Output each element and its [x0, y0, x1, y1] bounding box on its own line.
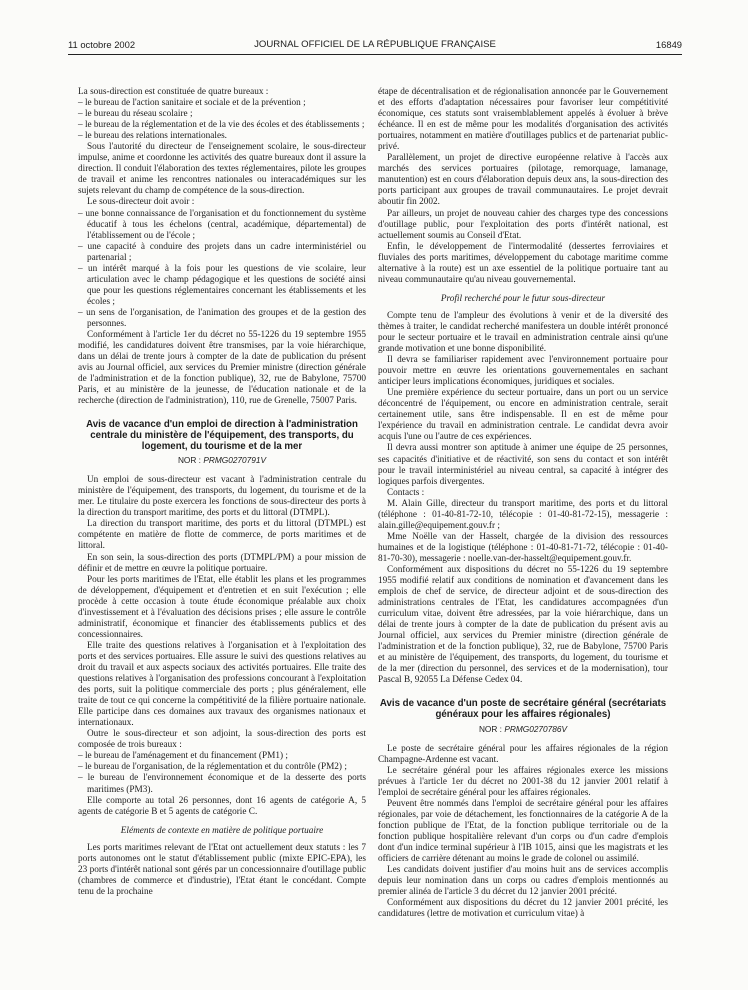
- paragraph: Une première expérience du secteur portuaire, dans un port ou un service déconcentré de l'équipement, ou encore en administration centrale, serait certainement utile, sans être indispensable. Il en est de même pour l'expérience du travail en administration centrale. Le candidat devra avoir acquis l'une ou l'autre de ces expériences.: [378, 388, 668, 443]
- nor-code: PRMG0270786V: [504, 723, 568, 734]
- list-item: – le bureau de l'action sanitaire et sociale et de la prévention ;: [78, 98, 366, 109]
- paragraph: Le sous-directeur doit avoir :: [87, 197, 195, 208]
- paragraph: Il devra aussi montrer son aptitude à animer une équipe de 25 personnes, ses capacités d'initiative et de réactivité, son sens du contact et son intérêt pour le travail interministériel au niveau central, sa capacité à intégrer des logiques parfois divergentes.: [378, 443, 668, 487]
- list-item: – le bureau de l'organisation, de la réglementation et du contrôle (PM2) ;: [78, 762, 366, 773]
- paragraph: Le secrétaire général pour les affaires régionales exerce les missions prévues à l'article 1er du décret no 2001-38 du 12 janvier 2001 relatif à l'emploi de secrétaire général pour les affaires régionales.: [378, 765, 668, 798]
- header-date: 11 octobre 2002: [68, 39, 136, 50]
- paragraph: Elle traite des questions relatives à l'organisation et à l'exploitation des ports et des services portuaires. Elle assure le suivi des questions relatives au droit du travail et aux aspects sociaux des activités portuaires. Elle traite des questions relatives à l'organisation des professions concourant à l'exploitation des ports, suit la politique commerciale des ports ; plus généralement, elle traite de tout ce qui concerne la compétitivité de la filière portuaire nationale. Elle participe dans ces domaines aux travaux des organismes nationaux et internationaux.: [78, 640, 366, 729]
- header-page-number: 16849: [655, 39, 682, 50]
- nor-reference: [78, 455, 366, 466]
- paragraph: Enfin, le développement de l'intermodalité (dessertes ferroviaires et fluviales des ports maritimes, développement du cabotage maritime comme alternative à la route) est un axe essentiel de la politique portuaire tant au niveau communautaire qu'au niveau gouvernemental.: [378, 241, 668, 285]
- nor-code: PRMG0270791V: [203, 455, 267, 466]
- left-column: [78, 87, 366, 898]
- paragraph: Outre le sous-directeur et son adjoint, la sous-direction des ports est composée de trois bureaux :: [78, 729, 366, 751]
- nor-label: NOR :: [478, 723, 502, 734]
- paragraph: Conformément aux dispositions du décret no 55-1226 du 19 septembre 1955 modifié relatif aux conditions de nomination et d'avancement dans les emplois de chef de service, de directeur adjoint et de sous-direction des administrations centrales de l'Etat, les candidatures accompagnées d'un curriculum vitae, doivent être adressées, par la voie hiérarchique, dans un délai de trente jours à compter de la date de publication du présent avis au Journal officiel, aux services du Premier ministre (direction générale de l'administration et de la fonction publique), 32, rue de Babylone, 75700 Paris et au ministère de l'équipement, des transports, du logement, du tourisme et de la mer (direction du personnel, des services et de la modernisation), tour Pascal B, 92055 La Défense Cedex 04.: [378, 564, 668, 686]
- paragraph: Contacts :: [387, 487, 425, 498]
- list-item: – une capacité à conduire des projets dans un cadre interministériel ou partenarial ;: [78, 242, 366, 264]
- nor-label: NOR :: [177, 455, 201, 466]
- paragraph: Sous l'autorité du directeur de l'enseignement scolaire, le sous-directeur impulse, anime et coordonne les activités des quatre bureaux dont il assure la direction. Il conduit l'élaboration des textes réglementaires, pilote les groupes de travail et anime les rencontres nationales ou interacadémiques sur les sujets relevant du champ de compétence de la sous-direction.: [78, 142, 366, 197]
- paragraph: En son sein, la sous-direction des ports (DTMPL/PM) a pour mission de définir et de mettre en œuvre la politique portuaire.: [78, 552, 366, 574]
- list-item: – le bureau du réseau scolaire ;: [78, 109, 366, 120]
- paragraph: Il devra se familiariser rapidement avec l'environnement portuaire pour pouvoir mettre en œuvre les orientations gouvernementales en sachant anticiper leurs implications économiques, juridiques et sociales.: [378, 355, 668, 388]
- paragraph: La sous-direction est constituée de quatre bureaux :: [78, 87, 269, 97]
- header-rule: [68, 54, 682, 55]
- page-header: [68, 39, 682, 53]
- section-subtitle: Profil recherché pour le futur sous-directeur: [440, 293, 606, 304]
- list-item: – un sens de l'organisation, de l'animation des groupes et de la gestion des personnes.: [78, 308, 366, 330]
- paragraph: Par ailleurs, un projet de nouveau cahier des charges type des concessions d'outillage public, pour l'exploitation des ports d'intérêt national, est actuellement soumis au Conseil d'Etat.: [378, 208, 668, 241]
- list-item: – une bonne connaissance de l'organisation et du fonctionnement du système éducatif à tous les échelons (central, académique, départemental) de l'établissement ou de l'école ;: [78, 209, 366, 242]
- section-subtitle: Eléments de contexte en matière de politique portuaire: [120, 825, 324, 836]
- header-journal-title: JOURNAL OFFICIEL DE LA RÉPUBLIQUE FRANÇAISE: [254, 39, 496, 50]
- paragraph: Les candidats doivent justifier d'au moins huit ans de services accomplis depuis leur nomination dans un corps ou cadres d'emplois mentionnés au premier alinéa de l'article 3 du décret du 12 janvier 2001 précité.: [378, 865, 668, 898]
- list-item: – un intérêt marqué à la fois pour les questions de vie scolaire, leur articulation avec le champ pédagogique et les questions de société ainsi que pour les questions réglementaires concernant les établissements et les écoles ;: [78, 264, 366, 308]
- notice-title: Avis de vacance d'un poste de secrétaire général (secrétariats généraux pour les affaires régionales): [379, 698, 667, 721]
- paragraph: Pour les ports maritimes de l'Etat, elle établit les plans et les programmes de développement, d'équipement et d'entretien et en suit l'exécution ; elle procède à cette occasion à toute étude économique préalable aux choix d'investissement et à l'évaluation des décisions prises ; elle assure le contrôle administratif, économique et financier des établissements publics et des concessionnaires.: [78, 574, 366, 640]
- paragraph: Les ports maritimes relevant de l'Etat ont actuellement deux statuts : les 7 ports autonomes ont le statut d'établissement public (mixte EPIC-EPA), les 23 ports d'intérêt national sont gérés par un concessionnaire d'outillage public (chambres de commerce et d'industrie), l'Etat étant le concédant. Compte tenu de la prochaine: [78, 842, 366, 897]
- paragraph: Mme Noëlle van der Hasselt, chargée de la division des ressources humaines et de la logistique (téléphone : 01-40-81-71-72, télécopie : 01-40-81-70-30), messagerie : noelle.van-der-hasselt@equipement.gouv.fr.: [378, 531, 668, 564]
- notice-title: Avis de vacance d'un emploi de direction à l'administration centrale du ministère de l'équipement, des transports, du logement, du tourisme et de la mer: [86, 419, 358, 452]
- paragraph: Le poste de secrétaire général pour les affaires régionales de la région Champagne-Ardenne est vacant.: [378, 743, 668, 765]
- paragraph: M. Alain Gille, directeur du transport maritime, des ports et du littoral (téléphone : 01-40-81-72-10, télécopie : 01-40-81-72-15), messagerie : alain.gille@equipement.gouv.fr ;: [378, 498, 668, 531]
- paragraph: Peuvent être nommés dans l'emploi de secrétaire général pour les affaires régionales, par voie de détachement, les fonctionnaires de la catégorie A de la fonction publique de l'Etat, de la fonction publique territoriale ou de la fonction publique hospitalière relevant d'un corps ou d'un cadre d'emplois dont d'un indice terminal supérieur à l'IB 1015, ainsi que les magistrats et les officiers de carrière détenant au moins le grade de colonel ou assimilé.: [378, 798, 668, 865]
- paragraph: étape de décentralisation et de régionalisation annoncée par le Gouvernement et des efforts d'adaptation nécessaires pour favoriser leur compétitivité économique, ces statuts sont vraisemblablement appelés à évoluer à brève échéance. Il en est de même pour les modalités d'organisation des activités portuaires, notamment en matière d'outillages publics et de partenariat public-privé.: [378, 87, 668, 153]
- list-item: – le bureau des relations internationales.: [78, 131, 366, 142]
- paragraph: Conformément à l'article 1er du décret no 55-1226 du 19 septembre 1955 modifié, les candidatures doivent être transmises, par la voie hiérarchique, dans un délai de trente jours à compter de la date de publication du présent avis au Journal officiel, aux services du Premier ministre (direction générale de l'administration et de la fonction publique), 32, rue de Babylone, 75700 Paris, et au ministère de la jeunesse, de l'éducation nationale et de la recherche (direction de l'administration), 110, rue de Grenelle, 75007 Paris.: [78, 330, 366, 407]
- paragraph: Elle comporte au total 26 personnes, dont 16 agents de catégorie A, 5 agents de catégorie B et 5 agents de catégorie C.: [78, 795, 366, 817]
- list-item: – le bureau de l'environnement économique et de la desserte des ports maritimes (PM3).: [78, 773, 366, 795]
- paragraph: Compte tenu de l'ampleur des évolutions à venir et de la diversité des thèmes à traiter, le candidat recherché manifestera un double intérêt prononcé pour le secteur portuaire et le travail en administration centrale ainsi qu'une grande motivation et une bonne disponibilité.: [378, 310, 668, 355]
- right-column: [378, 87, 668, 920]
- paragraph: Un emploi de sous-directeur est vacant à l'administration centrale du ministère de l'équipement, des transports, du logement, du tourisme et de la mer. Le titulaire du poste exercera les fonctions de sous-directeur des ports à la direction du transport maritime, des ports et du littoral (DTMPL).: [78, 475, 366, 519]
- nor-reference: [378, 724, 668, 735]
- paragraph: Conformément aux dispositions du décret du 12 janvier 2001 précité, les candidatures (lettre de motivation et curriculum vitae) à: [378, 898, 668, 920]
- paragraph: La direction du transport maritime, des ports et du littoral (DTMPL) est compétente en matière de flotte de commerce, de ports maritimes et de littoral.: [78, 519, 366, 552]
- list-item: – le bureau de l'aménagement et du financement (PM1) ;: [78, 751, 366, 762]
- paragraph: Parallèlement, un projet de directive européenne relative à l'accès aux marchés des services portuaires (pilotage, remorquage, lamanage, manutention) est en cours d'élaboration depuis deux ans, la sous-direction des ports participant aux groupes de travail communautaires. Le projet devrait aboutir fin 2002.: [378, 153, 668, 208]
- list-item: – le bureau de la réglementation et de la vie des écoles et des établissements ;: [78, 120, 366, 131]
